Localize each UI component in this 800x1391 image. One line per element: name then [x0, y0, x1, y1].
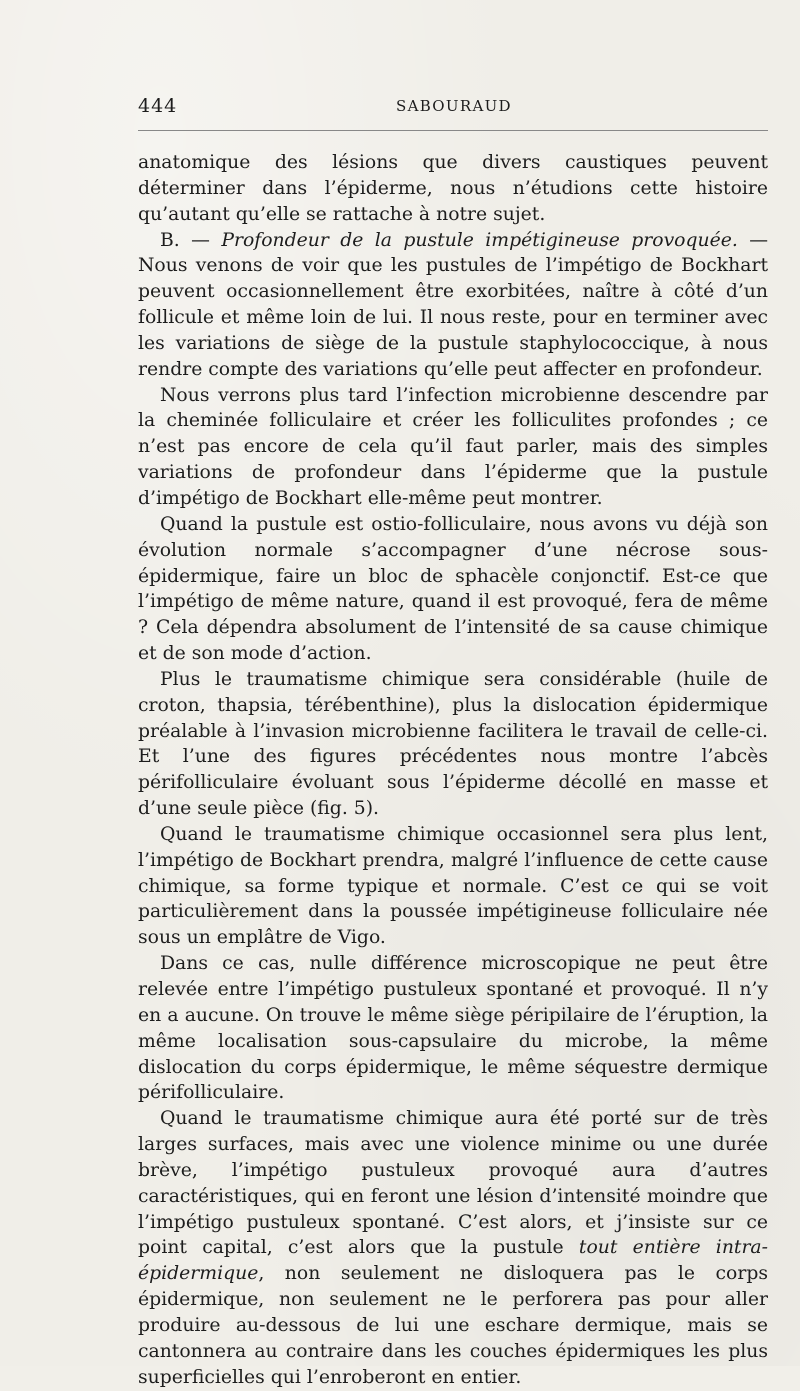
paragraph-4: [138, 512, 768, 667]
intra-epidermal-emphasis: tout entière intra-épidermique: [138, 1237, 768, 1285]
paragraph-1-text: anatomique des lésions que divers caustiques peuvent déterminer dans l’épiderme, nous n’étudions cette histoire qu’autant qu’elle se rattache à notre sujet.: [138, 152, 768, 225]
page-number: 444: [138, 95, 178, 117]
paragraph-5-text: Plus le traumatisme chimique sera considérable (huile de croton, thapsia, térébenthine), plus la dislocation épidermique préalable à l’invasion microbienne facilitera le travail de celle-ci. Et l’une des figures précédentes nous montre l’abcès périfolliculaire évoluant sous l’épiderme décollé en masse et d’une seule pièce (fig. 5).: [138, 668, 768, 820]
paragraph-8-text-after: , non seulement ne disloquera pas le corps épidermique, non seulement ne le perforera pas pour aller produire au-dessous de lui une eschare dermique, mais se cantonnera au contraire dans les couches épidermiques les plus superficielles qui l’enroberont en entier.: [138, 1263, 768, 1388]
paragraph-2-text: — Nous venons de voir que les pustules de l’impétigo de Bockhart peuvent occasionnellement être exorbitées, naître à côté d’un follicule et même loin de lui. Il nous reste, pour en terminer avec les variations de siège de la pustule staphylococcique, à nous rendre compte des variations qu’elle peut affecter en profondeur.: [138, 229, 768, 380]
paragraph-6: [138, 822, 768, 951]
section-letter: B. —: [160, 229, 222, 251]
paragraph-3: [138, 383, 768, 512]
body-text: [138, 150, 768, 1391]
header-rule: [138, 130, 768, 131]
paragraph-2-section: [138, 228, 768, 383]
paragraph-6-text: Quand le traumatisme chimique occasionnel sera plus lent, l’impétigo de Bockhart prendra, malgré l’influence de cette cause chimique, sa forme typique et normale. C’est ce qui se voit particulièrement dans la poussée impétigineuse folliculaire née sous un emplâtre de Vigo.: [138, 823, 768, 949]
section-title: Profondeur de la pustule impétigineuse provoquée.: [221, 229, 738, 251]
paragraph-3-text: Nous verrons plus tard l’infection microbienne descendre par la cheminée folliculaire et créer les folliculites profondes ; ce n’est pas encore de cela qu’il faut parler, mais des simples variations de profondeur dans l’épiderme que la pustule d’impétigo de Bockhart elle-même peut montrer.: [138, 384, 768, 509]
paragraph-1: [138, 150, 768, 228]
paragraph-8: [138, 1106, 768, 1390]
page-header: [138, 95, 768, 119]
paragraph-8-text-before: Quand le traumatisme chimique aura été porté sur de très larges surfaces, mais avec une violence minime ou une durée brève, l’impétigo pustuleux provoqué aura d’autres caractéristiques, qui en feront une lésion d’intensité moindre que l’impétigo pustuleux spontané. C’est alors, et j’insiste sur ce point capital, c’est alors que la pustule: [138, 1108, 768, 1259]
paragraph-7-text: Dans ce cas, nulle différence microscopique ne peut être relevée entre l’impétigo pustuleux spontané et provoqué. Il n’y en a aucune. On trouve le même siège péripilaire de l’éruption, la même localisation sous-capsulaire du microbe, la même dislocation du corps épidermique, le même séquestre dermique périfolliculaire.: [138, 953, 768, 1104]
paragraph-4-text: Quand la pustule est ostio-folliculaire, nous avons vu déjà son évolution normale s’accompagner d’une nécrose sous-épidermique, faire un bloc de sphacèle conjonctif. Est-ce que l’impétigo de même nature, quand il est provoqué, fera de même ? Cela dépendra absolument de l’intensité de sa cause chimique et de son mode d’action.: [138, 513, 768, 665]
paragraph-5: [138, 667, 768, 822]
paragraph-7: [138, 951, 768, 1106]
running-title: SABOURAUD: [396, 97, 512, 115]
